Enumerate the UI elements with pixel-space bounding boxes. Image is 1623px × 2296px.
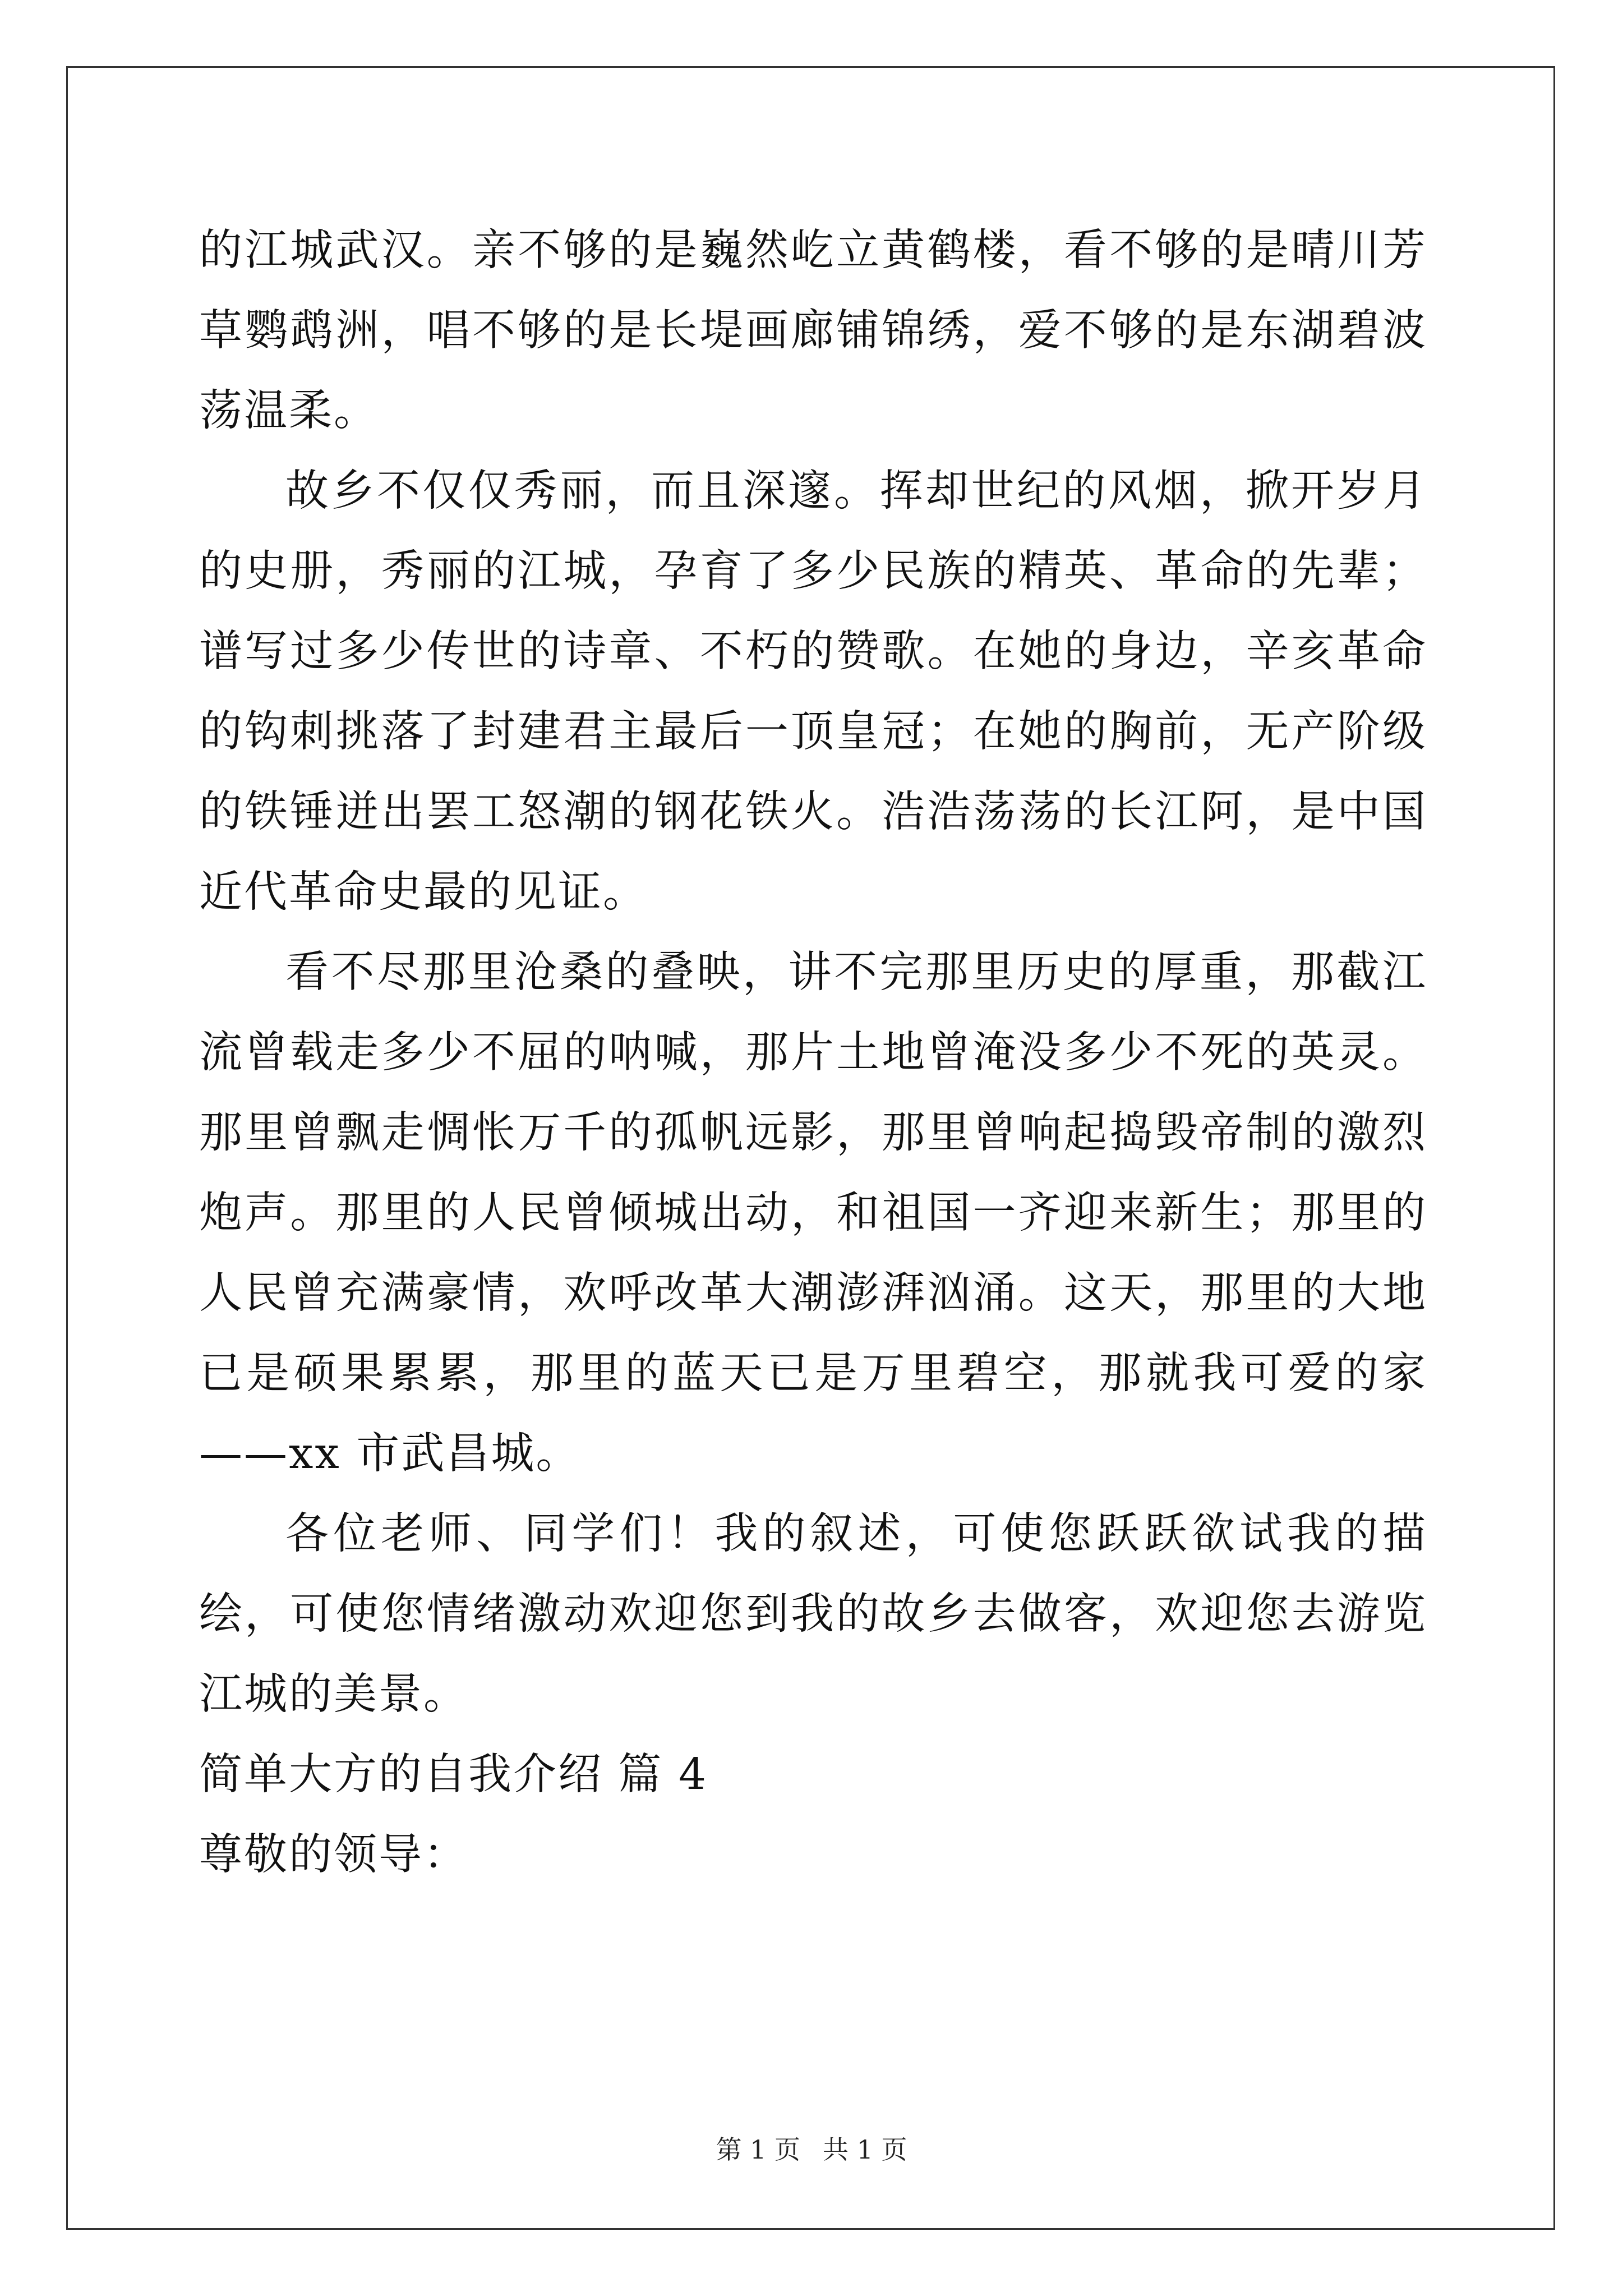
section-heading: 简单大方的自我介绍 篇 4	[199, 1750, 708, 1800]
page-total: 共 1 页	[823, 2134, 907, 2165]
paragraph-history: 故乡不仅仅秀丽，而且深邃。挥却世纪的风烟，掀开岁月的史册，秀丽的江城，孕育了多少民族的精英、革命的先辈；谱写过多少传世的诗章、不朽的赞歌。在她的身边，辛亥革命的钩刺挑落了封建君主最后一顶皇冠；在她的胸前，无产阶级的铁锤迸出罢工怒潮的钢花铁火。浩浩荡荡的长江阿，是中国近代革命史最的见证。	[199, 466, 1427, 917]
page-number: 第 1 页	[716, 2134, 800, 2165]
paragraph-memories: 看不尽那里沧桑的叠映，讲不完那里历史的厚重，那截江流曾载走多少不屈的呐喊，那片土地曾淹没多少不死的英灵。那里曾飘走惆怅万千的孤帆远影，那里曾响起捣毁帝制的激烈炮声。那里的人民曾倾城出动，和祖国一齐迎来新生；那里的人民曾充满豪情，欢呼改革大潮澎湃汹涌。这天，那里的大地已是硕果累累，那里的蓝天已是万里碧空，那就我可爱的家——xx 市武昌城。	[199, 947, 1427, 1479]
salutation: 尊敬的领导：	[199, 1830, 468, 1880]
page-footer	[0, 2133, 1623, 2166]
paragraph-invitation: 各位老师、同学们！我的叙述，可使您跃跃欲试我的描绘，可使您情绪激动欢迎您到我的故乡去做客，欢迎您去游览江城的美景。	[199, 1509, 1427, 1719]
document-body	[199, 210, 1427, 1895]
paragraph-continuation: 的江城武汉。亲不够的是巍然屹立黄鹤楼，看不够的是晴川芳草鹦鹉洲，唱不够的是长堤画廊铺锦绣，爱不够的是东湖碧波荡温柔。	[199, 226, 1427, 436]
